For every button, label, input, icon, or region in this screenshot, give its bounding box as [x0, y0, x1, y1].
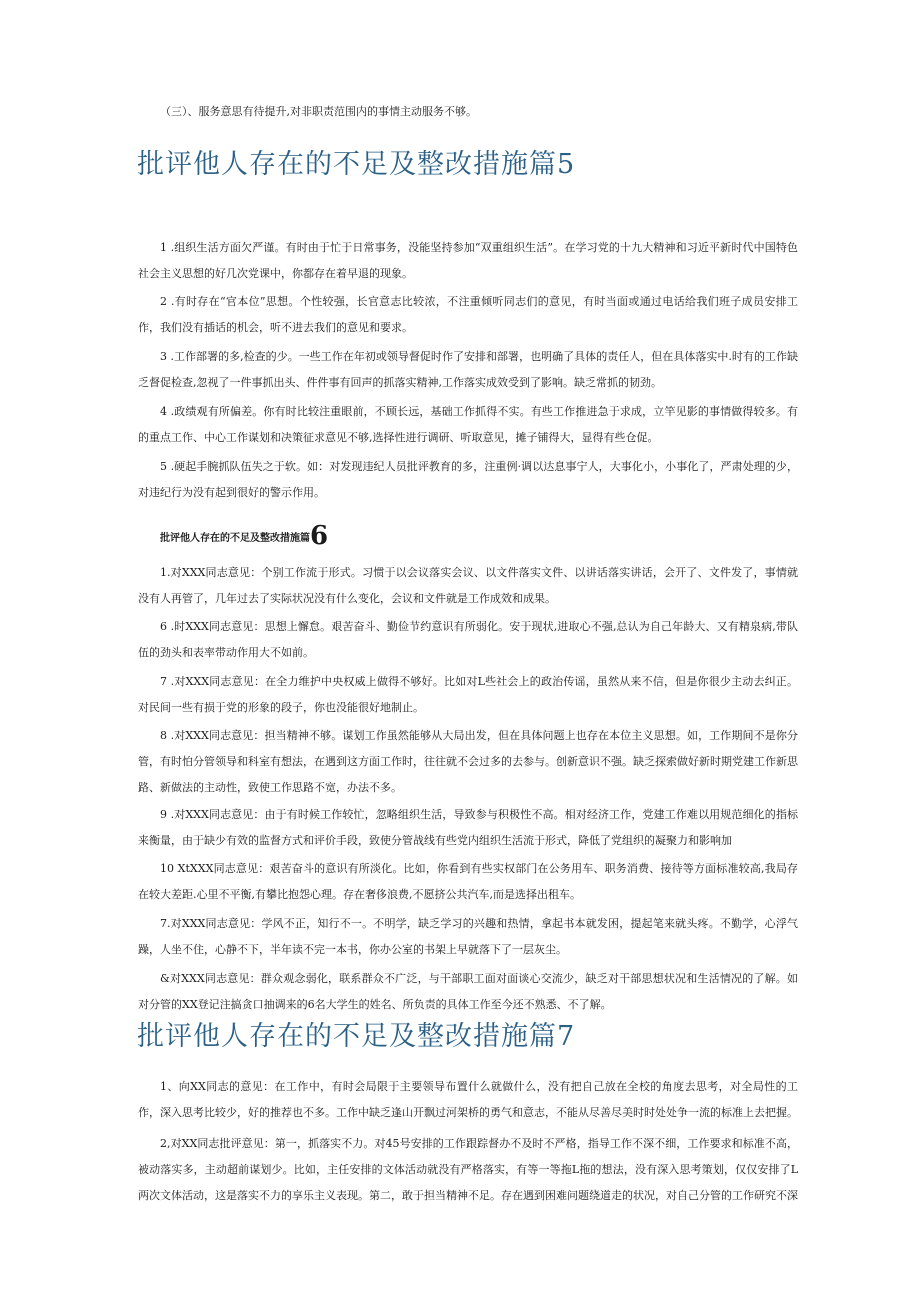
- section6-item-3: 7 .对XXX同志意见：在全力维护中央权威上做得不够好。比如对L些社会上的政治传谣，虽然从来不信，但是你很少主动去纠正。对民间一些有损于党的形象的段子，你也没能很好地制止。: [138, 675, 798, 714]
- section6-item-2: 6 .时XXX同志意见：思想上懈怠。艰苦奋斗、勤俭节约意识有所弱化。安于现状,进取心不强,总认为自己年龄大、又有精泉病,带队伍的劲头和表率带动作用大不如前。: [138, 620, 798, 659]
- intro-line: （三）、服务意思有待提升,对非职责范围内的事情主动服务不够。: [160, 105, 477, 118]
- section6-title-text: 批评他人存在的不足及整改措施篇: [160, 533, 310, 544]
- section5-item-3: 3 .工作部署的多,检查的少。一些工作在年初或领导督促时作了安排和部署，也明确了具体的责任人，但在具体落实中.时有的工作缺乏督促检查,忽视了一件事抓出头、件件事有回声的抓落实精神,工作落实成效受到了影响。缺乏常抓的韧劲。: [138, 350, 798, 389]
- section5-item-1: 1 .组织生活方面欠严谨。有时由于忙于日常事务，没能坚持参加“双重组织生活”。在学习党的十九大精神和习近平新时代中国特色社会主义思想的好几次党课中，你都存在着早退的现象。: [138, 241, 798, 280]
- section7-title: 批评他人存在的不足及整改措施篇7: [137, 1021, 576, 1052]
- section6-item-7: 7.对XXX同志意见：学风不正，知行不一。不明学，缺乏学习的兴趣和热情，拿起书本就发困，提起笔来就头疼。不勤学，心浮气躁，人坐不住，心静不下，半年读不完一本书，你办公室的书架上早就落下了一层灰尘。: [138, 917, 798, 956]
- section6-item-8: &对XXX同志意见：群众观念弱化，联系群众不广泛，与干部职工面对面谈心交流少，缺乏对干部思想状况和生活情况的了解。如对分管的XX登记注搞贪口抽调来的6名大学生的姓名、所负责的具体工作至今还不熟悉、不了解。: [138, 972, 798, 1011]
- section5-item-4: 4 .政绩观有所偏差。你有时比较注重眼前，不顾长远，基础工作抓得不实。有些工作推进急于求成，立竿见影的事情做得较多。有的重点工作、中心工作谋划和决策征求意见不够,选择性进行调研、听取意见，摊子铺得大，显得有些仓促。: [138, 405, 798, 444]
- section6-item-5: 9 .对XXX同志意见：由于有时候工作较忙，忽略组织生活，导致参与积极性不高。相对经济工作，党建工作难以用规范细化的指标来衡量，由于缺少有效的监督方式和评价手段，致使分管战线有些党内组织生活流于形式，降低了党组织的凝聚力和影响加: [138, 808, 798, 847]
- section7-item-1: 1、向XX同志的意见：在工作中，有时会局限于主要领导布置什么就做什么，没有把自己放在全校的角度去思考，对全局性的工作，深入思考比较少，好的推荐也不多。工作中缺乏逢山开飘过河架桥的勇气和意志，不能从尽善尽美时时处处争一流的标准上去把握。: [138, 1080, 798, 1119]
- section6-item-4: 8 .对XXX同志意见：担当精神不够。谋划工作虽然能够从大局出发，但在具体问题上也存在本位主义思想。如，工作期间不是你分管，有时怕分管领导和科室有想法，在遇到这方面工作时，往往就不会过多的去参与。创新意识不强。缺乏探索做好新时期党建工作新思路、新做法的主动性，致使工作思路不宽，办法不多。: [138, 729, 798, 794]
- section6-title-number: 6: [310, 521, 329, 551]
- section5-item-5: 5 .硬起手腕抓队伍失之于软。如：对发现违纪人员批评教育的多，注重例·调以达息事宁人，大事化小，小事化了，严肃处理的少，对违纪行为没有起到很好的警示作用。: [138, 460, 798, 499]
- section5-title: 批评他人存在的不足及整改措施篇5: [137, 149, 576, 180]
- section5-item-2: 2 .有时存在“官本位”思想。个性较强，长官意志比较浓，不注重倾听同志们的意见，有时当面或通过电话给我们班子成员安排工作，我们没有插话的机会，听不进去我们的意见和要求。: [138, 295, 798, 334]
- section7-item-2: 2,对XX同志批评意见：第一，抓落实不力。对45号安排的工作跟踪督办不及时不严格，指导工作不深不细，工作要求和标准不高，被动落实多，主动超前谋划少。比如，主任安排的文体活动就没有严格落实，有等一等拖L拖的想法，没有深入思考策划，仅仅安排了L两次文体活动，这是落实不力的享乐主义表现。第二，敢于担当精神不足。存在遇到困难问题绕道走的状况，对自己分管的工作研究不深: [138, 1137, 798, 1202]
- section6-title: [160, 521, 328, 554]
- section6-item-1: 1.对XXX同志意见：个别工作流于形式。习惯于以会议落实会议、以文件落实文件、以讲话落实讲话，会开了、文件发了，事情就没有人再管了，几年过去了实际状况没有什么变化，会议和文件就是工作成效和成果。: [138, 566, 798, 605]
- section6-item-6: 10 XtXXX同志意见：艰苦奋斗的意识有所淡化。比如，你看到有些实权部门在公务用车、职务消费、接待等方面标准较高,我局存在较大差距.心里不平衡,有攀比抱怨心理。存在奢侈浪费,不愿挤公共汽车,而是选择出租车。: [138, 862, 798, 901]
